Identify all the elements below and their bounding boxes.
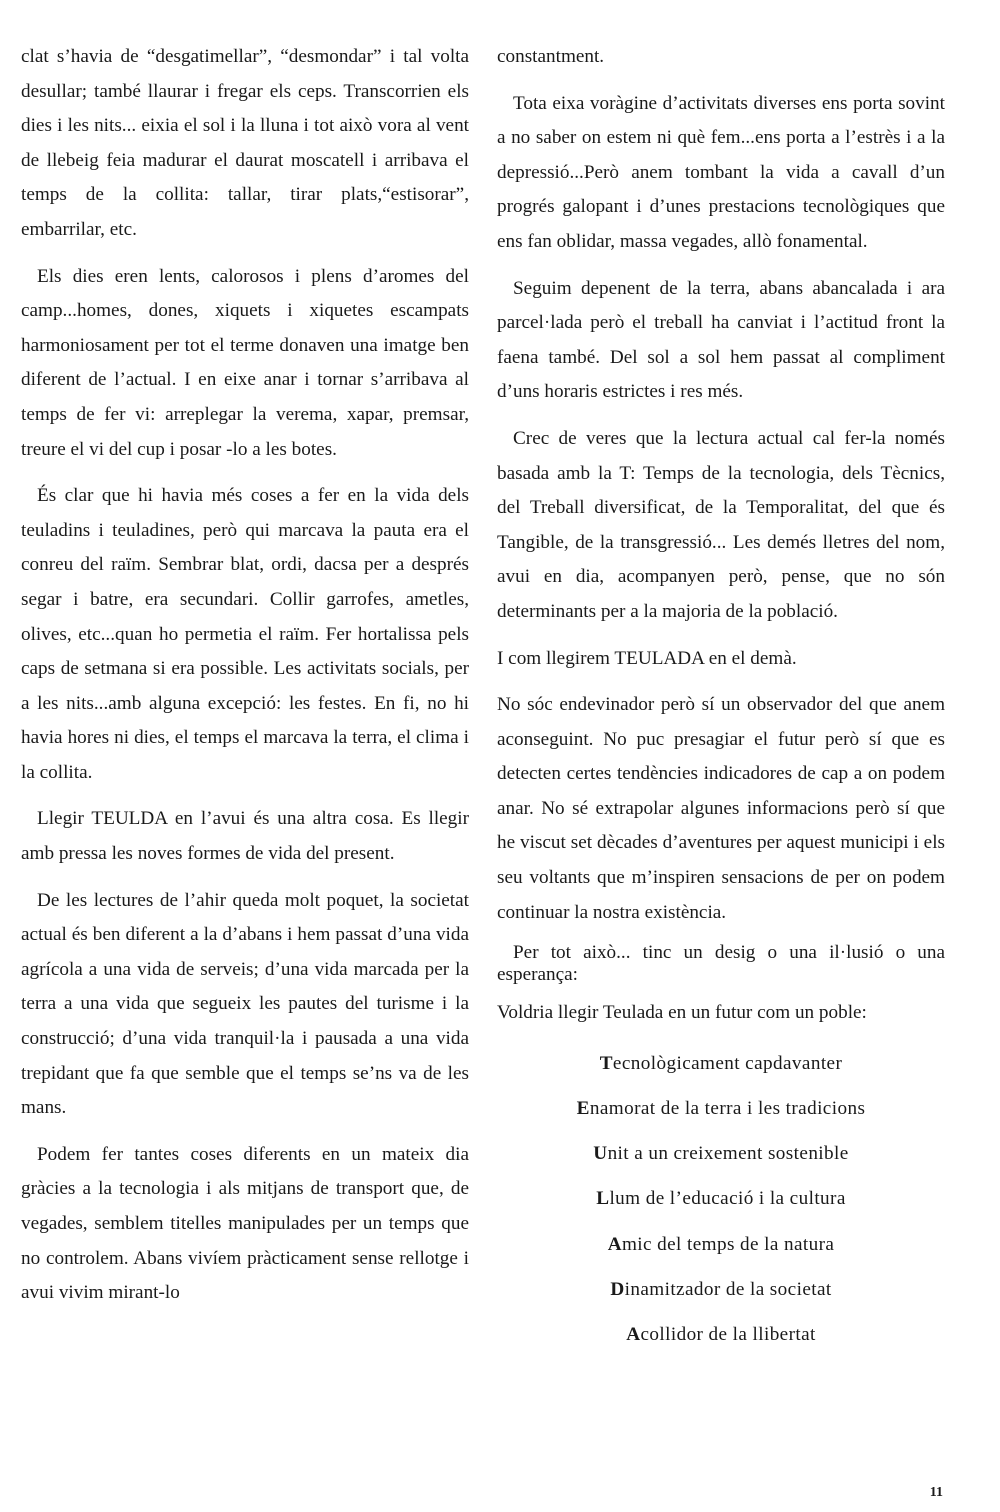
acrostic-line	[497, 1273, 945, 1318]
acrostic-line	[497, 1182, 945, 1227]
acrostic-list	[497, 1047, 945, 1363]
acrostic-initial: T	[599, 1052, 613, 1074]
acrostic-initial: E	[576, 1098, 590, 1120]
paragraph: Els dies eren lents, calorosos i plens d’aromes del camp...homes, dones, xiquets i xiquetes escampats harmoniosament per tot el terme donaven una imatge ben diferent de l’actual. I en eixe anar i tornar s’arribava al temps de fer vi: arreplegar la verema, xapar, premsar, treure el vi del cup i posar -lo a les botes.	[21, 265, 469, 460]
acrostic-rest: ecnològicament capdavanter	[612, 1052, 843, 1074]
paragraph: Crec de veres que la lectura actual cal fer-la només basada amb la T: Temps de la tecnologia, dels Tècnics, del Treball diversificat, de la Temporalitat, del que és Tangible, de la transgressió... Les demés lletres del nom, avui en dia, acompanyen però, pense, que no són determinants per a la majoria de la població.	[497, 427, 945, 622]
paragraph: Voldria llegir Teulada en un futur com un poble:	[497, 1002, 867, 1024]
acrostic-line	[497, 1137, 945, 1182]
acrostic-rest: namorat de la terra i les tradicions	[589, 1098, 866, 1120]
acrostic-rest: mic del temps de la natura	[621, 1233, 835, 1255]
acrostic-initial: A	[607, 1233, 622, 1255]
acrostic-rest: collidor de la llibertat	[640, 1323, 816, 1345]
acrostic-initial: L	[596, 1188, 610, 1210]
paragraph: Podem fer tantes coses diferents en un mateix dia gràcies a la tecnologia i als mitjans de transport que, de vegades, semblem titelles manipulades per un temps que no controlem. Abans vivíem pràcticament sense rellotge i avui vivim mirant-lo	[21, 1143, 469, 1304]
right-column	[497, 40, 945, 1363]
acrostic-initial: A	[626, 1323, 641, 1345]
paragraph: Per tot això... tinc un desig o una il·lusió o una esperança:	[497, 942, 945, 986]
acrostic-rest: nit a un creixement sostenible	[607, 1143, 849, 1165]
left-column	[21, 40, 469, 1323]
paragraph: clat s’havia de “desgatimellar”, “desmondar” i tal volta desullar; també llaurar i fregar els ceps. Transcorrien els dies i les nits... eixia el sol i la lluna i tot això vora al vent de llebeig feia madurar el daurat moscatell i arribava el temps de la collita: tallar, tirar plats,“estisorar”, embarrilar, etc.	[21, 46, 469, 240]
acrostic-line	[497, 1047, 945, 1092]
paragraph: I com llegirem TEULADA en el demà.	[497, 647, 797, 669]
page-number: 11	[929, 1485, 943, 1500]
acrostic-rest: lum de l’educació i la cultura	[609, 1188, 846, 1210]
acrostic-line	[497, 1092, 945, 1137]
acrostic-line	[497, 1228, 945, 1273]
paragraph: Llegir TEULDA en l’avui és una altra cosa. Es llegir amb pressa les noves formes de vida del present.	[21, 808, 469, 865]
paragraph: És clar que hi havia més coses a fer en la vida dels teuladins i teuladines, però qui marcava la pauta era el conreu del raïm. Sembrar blat, ordi, dacsa per a després segar i batre, era secundari. Collir garrofes, ametles, olives, etc...quan ho permetia el raïm. Fer hortalissa pels caps de setmana si era possible. Les activitats socials, per a les nits...amb alguna excepció: les festes. En fi, no hi havia hores ni dies, el temps el marcava la terra, el clima i la collita.	[21, 485, 469, 783]
paragraph: De les lectures de l’ahir queda molt poquet, la societat actual és ben diferent a la d’abans i hem passat d’una vida agrícola a una vida de serveis; d’una vida marcada per la terra a una vida que segueix les pautes del turisme i la construcció; d’una vida tranquil·la i pausada a una vida trepidant que fa que semble que el temps se’ns va de les mans.	[21, 889, 469, 1119]
acrostic-initial: D	[610, 1278, 625, 1300]
paragraph: Seguim depenent de la terra, abans abancalada i ara parcel·lada però el treball ha canviat i l’actitud front la faena també. Del sol a sol hem passat al compliment d’uns horaris estrictes i res més.	[497, 277, 945, 403]
paragraph: Tota eixa voràgine d’activitats diverses ens porta sovint a no saber on estem ni què fem...ens porta a l’estrès i a la depressió...Però anem tombant la vida a cavall d’un progrés galopant i d’unes prestacions tecnològiques que ens fan oblidar, massa vegades, allò fonamental.	[497, 92, 945, 252]
paragraph: No sóc endevinador però sí un observador del que anem aconseguint. No puc presagiar el futur però sí que es detecten certes tendències indicadores de cap a on podem anar. No sé extrapolar algunes informacions però sí que he viscut set dècades d’aventures per aquest municipi i els seu voltants que m’inspiren sensacions de per on podem continuar la nostra existència.	[497, 694, 945, 923]
acrostic-rest: inamitzador de la societat	[624, 1278, 832, 1300]
acrostic-line	[497, 1318, 945, 1363]
paragraph: constantment.	[497, 46, 605, 67]
acrostic-initial: U	[593, 1143, 608, 1165]
